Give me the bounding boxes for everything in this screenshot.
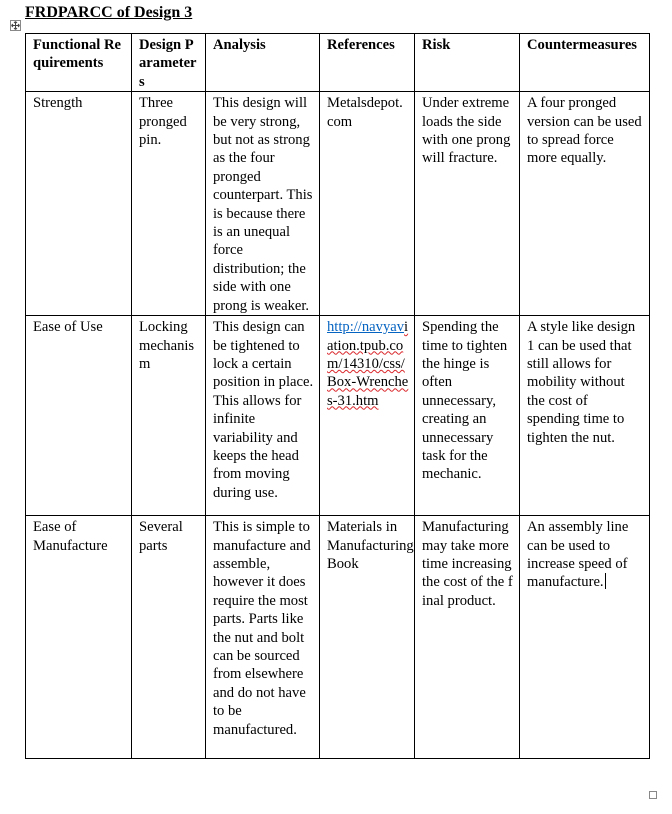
frdparcc-table [25,33,650,759]
cell-countermeasures[interactable] [520,516,650,759]
cell-design[interactable]: Several parts [132,516,206,759]
reference-link[interactable]: http://navyav [327,319,405,336]
cell-analysis[interactable]: This is simple to manufacture and assemble, however it does require the most parts. Parts like the nut and bolt can be sourced from elsewhere and do not have to be manufactured. [206,516,320,759]
header-design-parameters: Design Parameters [132,34,206,92]
header-analysis: Analysis [206,34,320,92]
cell-references[interactable] [320,316,415,516]
cell-countermeasures[interactable]: A style like design 1 can be used that still allows for mobility without the cost of spending time to tighten the nut. [520,316,650,516]
cell-analysis[interactable]: This design will be very strong, but not as strong as the four pronged counterpart. This is because there is an unequal force distribution; the side with one prong is weaker. [206,92,320,316]
table-header-row [26,34,650,92]
cell-design[interactable]: Three pronged pin. [132,92,206,316]
table-resize-icon[interactable] [649,791,657,799]
cell-references[interactable]: Materials in Manufacturing Book [320,516,415,759]
document-title: FRDPARCC of Design 3 [25,4,193,21]
cell-risk[interactable]: Manufacturing may take more time increasing the cost of the final product. [415,516,520,759]
countermeasure-text: An assembly line can be used to increase speed of manufacture. [527,519,629,591]
cell-design[interactable]: Locking mechanism [132,316,206,516]
cell-countermeasures[interactable]: A four pronged version can be used to spread force more equally. [520,92,650,316]
cell-functional[interactable]: Strength [26,92,132,316]
cell-references[interactable]: Metalsdepot.com [320,92,415,316]
cell-analysis[interactable]: This design can be tightened to lock a certain position in place. This allows for infinite variability and keeps the head from moving during use. [206,316,320,516]
header-countermeasures: Countermeasures [520,34,650,92]
table-row [26,316,650,516]
cell-risk[interactable]: Under extreme loads the side with one prong will fracture. [415,92,520,316]
header-functional-requirements: Functional Requirements [26,34,132,92]
cell-functional[interactable]: Ease of Manufacture [26,516,132,759]
table-move-icon[interactable] [10,20,21,31]
header-references: References [320,34,415,92]
reference-link-rest[interactable]: iation.tpub.com/14310/css/Box-Wrenches-31.htm [327,319,409,409]
text-cursor [605,573,606,589]
table-row [26,516,650,759]
cell-risk[interactable]: Spending the time to tighten the hinge is often unnecessary, creating an unnecessary task for the mechanic. [415,316,520,516]
table-row [26,92,650,316]
header-risk: Risk [415,34,520,92]
cell-functional[interactable]: Ease of Use [26,316,132,516]
